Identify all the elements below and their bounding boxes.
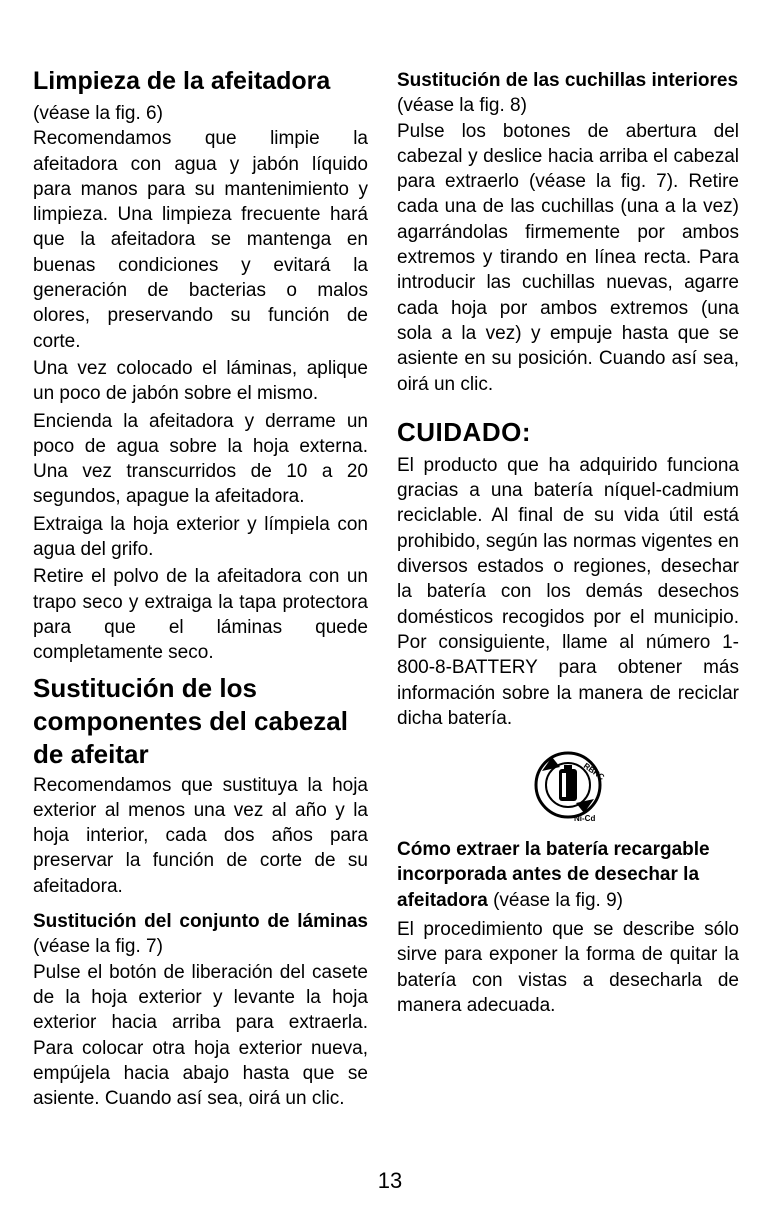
- subheading-battery-ref: (véase la fig. 9): [487, 889, 623, 911]
- subheading-foil-title: Sustitución del conjunto de láminas: [33, 911, 368, 933]
- subheading-cutters-ref: (véase la fig. 8): [397, 95, 527, 117]
- paragraph-replace-intro: Recomendamos que sustituya la hoja exterior al menos una vez al año y la hoja interior, cada dos años para preservar la función de corte de su afeitadora.: [33, 774, 368, 897]
- subheading-cutters-title: Sustitución de las cuchillas interiores: [397, 70, 739, 91]
- paragraph-soap: Una vez colocado el láminas, aplique un poco de jabón sobre el mismo.: [33, 357, 368, 405]
- heading-replace-components: Sustitución de los componentes del cabezal de afeitar: [33, 672, 348, 769]
- paragraph-caution: El producto que ha adquirido funciona gracias a una batería níquel-cadmium reciclable. Al final de su vida útil está prohibido, según las normas vigentes en diversos estados o regiones, desechar la batería con los demás desechos domésticos recogidos por el municipio. Por consiguiente, llame al número 1-800-8-BATTERY para obtener más información sobre la manera de reciclar dicha batería.: [397, 454, 739, 729]
- left-column: [33, 66, 368, 1111]
- paragraph-cutters: Pulse los botones de abertura del cabezal y deslice hacia arriba el cabezal para extraerlo (véase la fig. 7). Retire cada una de las cuchillas (una a la vez) agarrándolas firmemente por ambos extremos y tirando en línea recta. Para introducir las cuchillas nuevas, agarre cada hoja por ambos extremos (una sola a la vez) y empuje hasta que se asiente en su posición. Cuando así sea, oirá un clic.: [397, 120, 739, 395]
- paragraph-dry: Retire el polvo de la afeitadora con un trapo seco y extraiga la tapa protectora para que el láminas quede completamente seco.: [33, 566, 368, 664]
- rbrc-ring-text: RBRC: [581, 761, 606, 783]
- nicd-label: Ni-Cd: [574, 814, 596, 824]
- subheading-cutters: [397, 68, 739, 119]
- subheading-battery-title: Cómo extraer la batería recargable incorporada antes de desechar la afeitadora: [397, 839, 710, 911]
- right-column: [397, 68, 739, 1018]
- paragraph-water: Encienda la afeitadora y derrame un poco de agua sobre la hoja externa. Una vez transcurridos de 10 a 20 segundos, apague la afeitadora.: [33, 410, 368, 508]
- paragraph-rinse: Extraiga la hoja exterior y límpiela con agua del grifo.: [33, 513, 368, 561]
- paragraph-foil-replace: Pulse el botón de liberación del casete de la hoja exterior y levante la hoja exterior hacia arriba para extraerla. Para colocar otra hoja exterior nueva, empújela hacia abajo hasta que se asiente. Cuando así sea, oirá un clic.: [33, 961, 368, 1110]
- subheading-foil-replace: [33, 909, 368, 960]
- paragraph-clean-intro: Recomendamos que limpie la afeitadora con agua y jabón líquido para manos para su mantenimiento y limpieza. Una limpieza frecuente hará que la afeitadora se mantenga en buenas condiciones y evitará la generación de bacterias o malos olores, preservando su función de corte.: [33, 128, 368, 352]
- page-number: 13: [377, 1168, 403, 1193]
- subheading-battery-removal: [397, 837, 739, 913]
- paragraph-battery-removal: El procedimiento que se describe sólo sirve para exponer la forma de quitar la batería con vistas a desecharla de manera adecuada.: [397, 919, 739, 1016]
- paragraph-fig6: (véase la fig. 6): [33, 103, 163, 124]
- rbrc-logo: [397, 745, 739, 825]
- heading-cleaning: Limpieza de la afeitadora: [33, 67, 331, 95]
- subheading-foil-ref: (véase la fig. 7): [33, 936, 163, 958]
- heading-caution: CUIDADO:: [397, 416, 531, 447]
- recycle-battery-icon: [528, 745, 608, 825]
